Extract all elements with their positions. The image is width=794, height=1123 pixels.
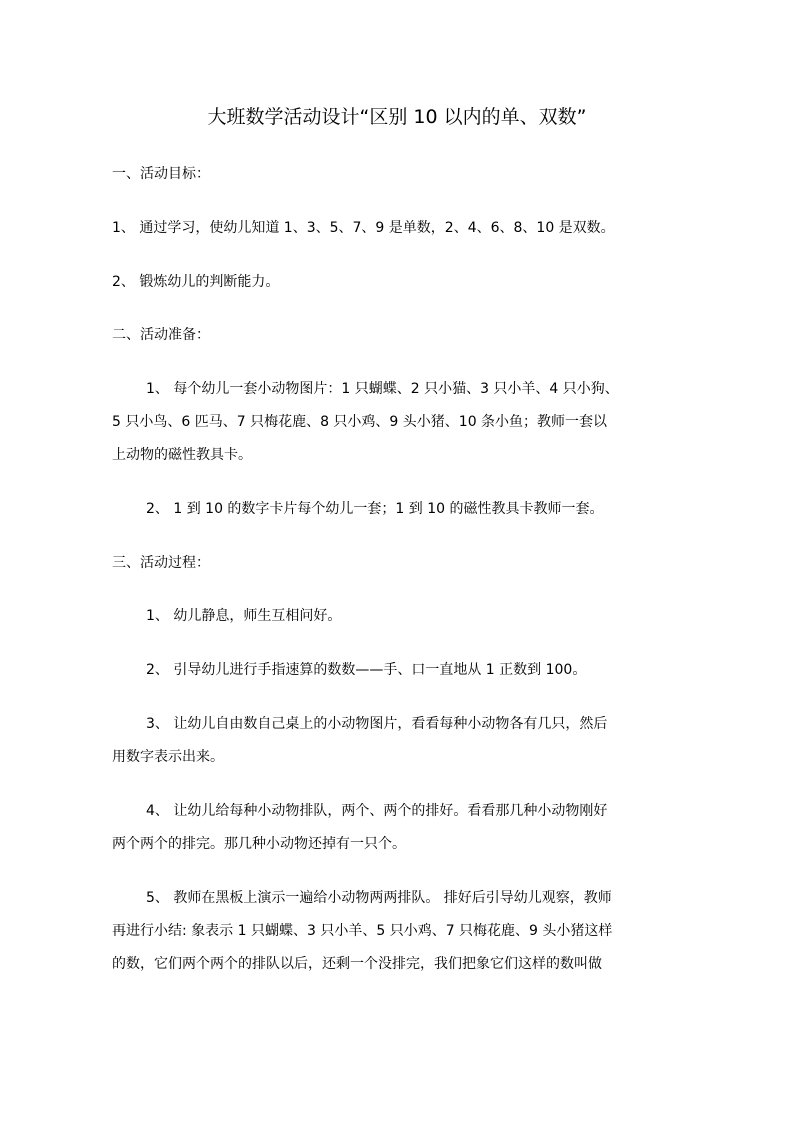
section-heading-preparation: 二、活动准备： [112,327,210,343]
section-heading-process: 三、活动过程： [112,555,210,571]
paragraph-line: 3、 让幼儿自由数自己桌上的小动物图片，看看每种小动物各有几只，然后 [146,716,608,732]
paragraph-line: 1、 通过学习，使幼儿知道 1、3、5、7、9 是单数，2、4、6、8、10 是双数。 [112,220,615,236]
paragraph-line: 的数，它们两个两个的排队以后，还剩一个没排完，我们把象它们这样的数叫做 [112,956,602,972]
paragraph-line: 再进行小结: 象表示 1 只蝴蝶、3 只小羊、5 只小鸡、7 只梅花鹿、9 头小猪这样 [112,923,613,939]
section-heading-goals: 一、活动目标： [112,166,210,182]
paragraph-line: 用数字表示出来。 [112,749,224,765]
paragraph-line: 4、 让幼儿给每种小动物排队，两个、两个的排好。看看那几种小动物刚好 [146,803,608,819]
paragraph-line: 2、 引导幼儿进行手指速算的数数——手、口一直地从 1 正数到 100。 [146,662,587,678]
paragraph-line: 5、 教师在黑板上演示一遍给小动物两两排队。 排好后引导幼儿观察，教师 [146,890,612,906]
document-title: 大班数学活动设计“区别 10 以内的单、双数” [207,106,587,128]
paragraph-line: 两个两个的排完。那几种小动物还掉有一只个。 [112,836,406,852]
paragraph-line: 1、 幼儿静息，师生互相问好。 [146,608,342,624]
paragraph-line: 1、 每个幼儿一套小动物图片：1 只蝴蝶、2 只小猫、3 只小羊、4 只小狗、 [146,381,619,397]
paragraph-line: 上动物的磁性教具卡。 [112,447,252,463]
paragraph-line: 2、 1 到 10 的数字卡片每个幼儿一套；1 到 10 的磁性教具卡教师一套。 [146,501,604,517]
paragraph-line: 2、 锻炼幼儿的判断能力。 [112,274,280,290]
paragraph-line: 5 只小鸟、6 匹马、7 只梅花鹿、8 只小鸡、9 头小猪、10 条小鱼；教师一套以 [112,414,608,430]
